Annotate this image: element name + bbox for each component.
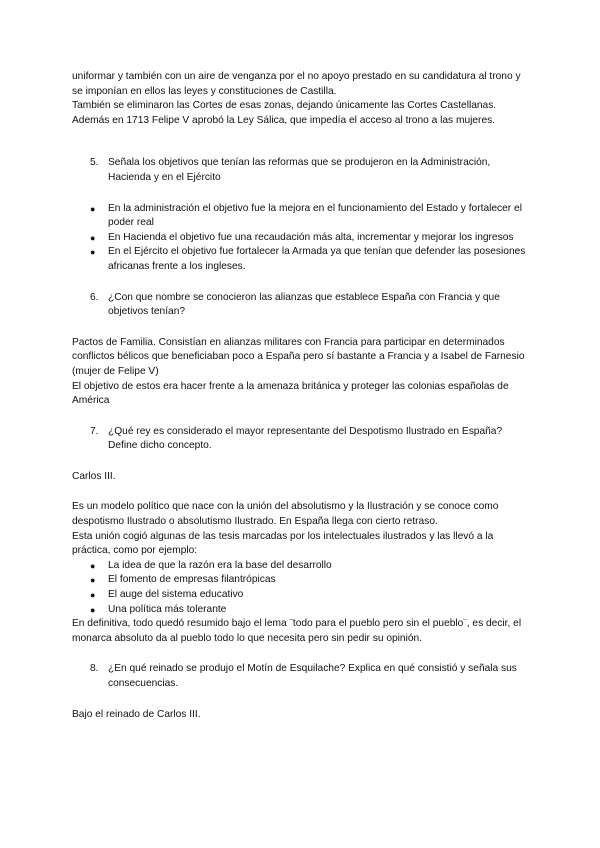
bullet-icon: ● xyxy=(90,560,96,571)
list-item-text: La idea de que la razón era la base del desarrollo xyxy=(108,559,332,571)
question-7-answer-1: Es un modelo político que nace con la unión del absolutismo y la Ilustración y se conoce como despotismo Ilustrado o absolutismo Ilustrado. En España llega con cierto retraso. xyxy=(72,501,499,528)
list-item xyxy=(72,245,534,274)
list-item-text: El auge del sistema educativo xyxy=(108,589,244,601)
question-5 xyxy=(72,156,534,185)
question-6-answer-2: El objetivo de estos era hacer frente a la amenaza británica y proteger las colonias españolas de América xyxy=(72,380,509,407)
bullet-icon: ● xyxy=(90,232,96,243)
question-7-answer-list xyxy=(72,559,534,617)
bullet-icon: ● xyxy=(90,590,96,601)
bullet-icon: ● xyxy=(90,604,96,615)
question-8-answer: Bajo el reinado de Carlos III. xyxy=(72,708,201,720)
list-item xyxy=(72,573,534,588)
question-7-text: ¿Qué rey es considerado el mayor representante del Despotismo Ilustrado en España? Define dicho concepto. xyxy=(108,425,503,452)
document-page xyxy=(72,70,534,722)
list-item-text: En Hacienda el objetivo fue una recaudación más alta, incrementar y mejorar los ingresos xyxy=(108,231,514,243)
list-item-text: En la administración el objetivo fue la mejora en el funcionamiento del Estado y fortalecer el poder real xyxy=(108,202,522,229)
list-item xyxy=(72,559,534,574)
bullet-icon: ● xyxy=(90,203,96,214)
question-5-number: 5. xyxy=(90,157,99,169)
bullet-icon: ● xyxy=(90,575,96,586)
intro-paragraph-2: También se eliminaron las Cortes de esas zonas, dejando únicamente las Cortes Castellanas. Además en 1713 Felipe V aprobó la Ley Sálica, que impedía el acceso al trono a las mujeres. xyxy=(72,100,497,126)
question-6-text: ¿Con que nombre se conocieron las alianzas que establece España con Francia y que objetivos tenían? xyxy=(108,291,500,318)
question-8-text: ¿En qué reinado se produjo el Motín de Esquilache? Explica en qué consistió y señala sus consecuencias. xyxy=(108,663,517,689)
list-item xyxy=(72,588,534,603)
question-7 xyxy=(72,425,534,454)
question-6 xyxy=(72,291,534,320)
question-8-number: 8. xyxy=(90,663,99,675)
question-7-number: 7. xyxy=(90,425,99,437)
question-6-answer-1: Pactos de Familia. Consistían en alianzas militares con Francia para participar en determinados conflictos bélicos que beneficiaban poco a España pero sí bastante a Francia y a Isabel de Farnesio (mujer de Felipe V) xyxy=(72,336,525,377)
list-item-text: En el Ejército el objetivo fue fortalecer la Armada ya que tenían que defender las posesiones africanas frente a los ingleses. xyxy=(108,246,526,272)
list-item xyxy=(72,202,534,231)
list-item-text: El fomento de empresas filantrópicas xyxy=(108,574,276,586)
list-item xyxy=(72,231,534,246)
question-5-text: Señala los objetivos que tenían las reformas que se produjeron en la Administración, Hacienda y en el Ejército xyxy=(108,157,491,183)
bullet-icon: ● xyxy=(90,247,96,258)
question-7-answer-king: Carlos III. xyxy=(72,470,116,482)
intro-paragraph-1: uniformar y también con un aire de venganza por el no apoyo prestado en su candidatura al trono y se imponían en ellos las leyes y constituciones de Castilla. xyxy=(72,71,521,97)
list-item-text: Una política más tolerante xyxy=(108,603,227,615)
question-7-answer-3: En definitiva, todo quedó resumido bajo el lema ¨todo para el pueblo pero sin el pueblo¨, es decir, el monarca absoluto da al pueblo todo lo que necesita pero sin pedir su opinión. xyxy=(72,618,522,644)
question-6-number: 6. xyxy=(90,291,99,303)
question-7-answer-2: Esta unión cogió algunas de las tesis marcadas por los intelectuales ilustrados y las llevó a la práctica, como por ejemplo: xyxy=(72,530,494,557)
list-item xyxy=(72,603,534,618)
question-8 xyxy=(72,662,534,691)
question-5-answer-list xyxy=(72,202,534,275)
